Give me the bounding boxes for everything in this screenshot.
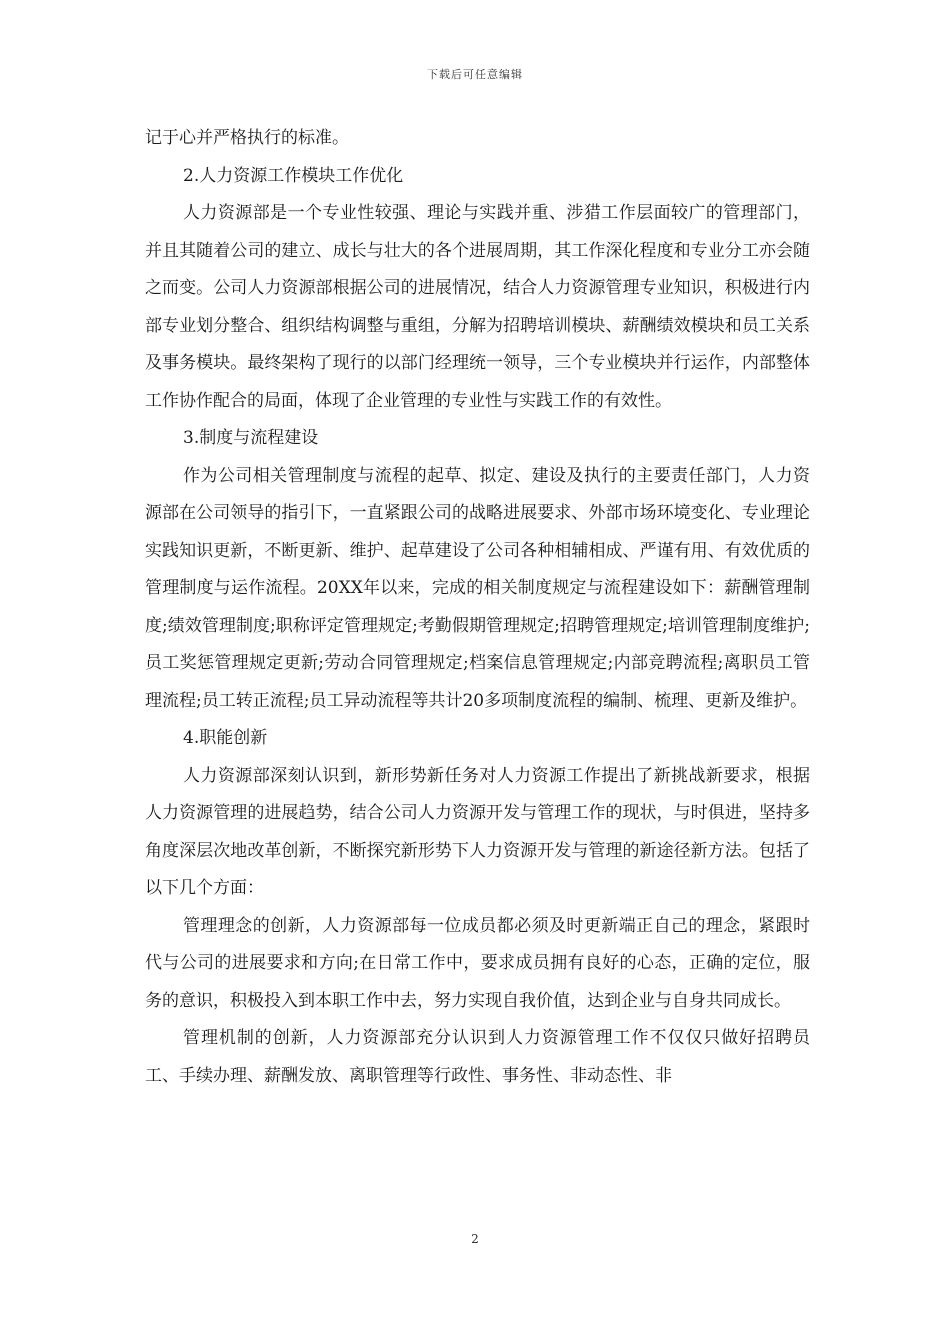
section-heading: 3.制度与流程建设 <box>183 428 319 448</box>
paragraph: 人力资源部是一个专业性较强、理论与实践并重、涉猎工作层面较广的管理部门，并且其随着公司的建立、成长与壮大的各个进展周期，其工作深化程度和专业分工亦会随之而变。公司人力资源部根据公司的进展情况，结合人力资源管理专业知识，积极进行内部专业划分整合、组织结构调整与重组，分解为招聘培训模块、薪酬绩效模块和员工关系及事务模块。最终架构了现行的以部门经理统一领导，三个专业模块并行运作，内部整体工作协作配合的局面，体现了企业管理的专业性与实践工作的有效性。 <box>145 203 810 411</box>
paragraph: 作为公司相关管理制度与流程的起草、拟定、建设及执行的主要责任部门，人力资源部在公司领导的指引下，一直紧跟公司的战略进展要求、外部市场环境变化、专业理论实践知识更新，不断更新、维护、起草建设了公司各种相辅相成、严谨有用、有效优质的管理制度与运作流程。20XX年以来，完成的相关制度规定与流程建设如下：薪酬管理制度;绩效管理制度;职称评定管理规定;考勤假期管理规定;招聘管理规定;培训管理制度维护;员工奖惩管理规定更新;劳动合同管理规定;档案信息管理规定;内部竞聘流程;离职员工管理流程;员工转正流程;员工异动流程等共计20多项制度流程的编制、梳理、更新及维护。 <box>145 465 810 711</box>
paragraph: 管理机制的创新，人力资源部充分认识到人力资源管理工作不仅仅只做好招聘员工、手续办理、薪酬发放、离职管理等行政性、事务性、非动态性、非 <box>145 1028 810 1086</box>
page-number: 2 <box>471 1232 479 1246</box>
page-header: 下载后可任意编辑 <box>427 68 523 81</box>
paragraph: 记于心并严格执行的标准。 <box>145 128 349 148</box>
section-heading: 4.职能创新 <box>183 728 268 748</box>
document-body <box>145 120 810 1095</box>
paragraph: 管理理念的创新，人力资源部每一位成员都必须及时更新端正自己的理念，紧跟时代与公司的进展要求和方向;在日常工作中，要求成员拥有良好的心态，正确的定位，服务的意识，积极投入到本职工作中去，努力实现自我价值，达到企业与自身共同成长。 <box>145 915 810 1011</box>
section-heading: 2.人力资源工作模块工作优化 <box>183 165 404 186</box>
paragraph: 人力资源部深刻认识到，新形势新任务对人力资源工作提出了新挑战新要求，根据人力资源管理的进展趋势，结合公司人力资源开发与管理工作的现状，与时俱进，坚持多角度深层次地改革创新，不断探究新形势下人力资源开发与管理的新途径新方法。包括了以下几个方面： <box>145 765 810 898</box>
